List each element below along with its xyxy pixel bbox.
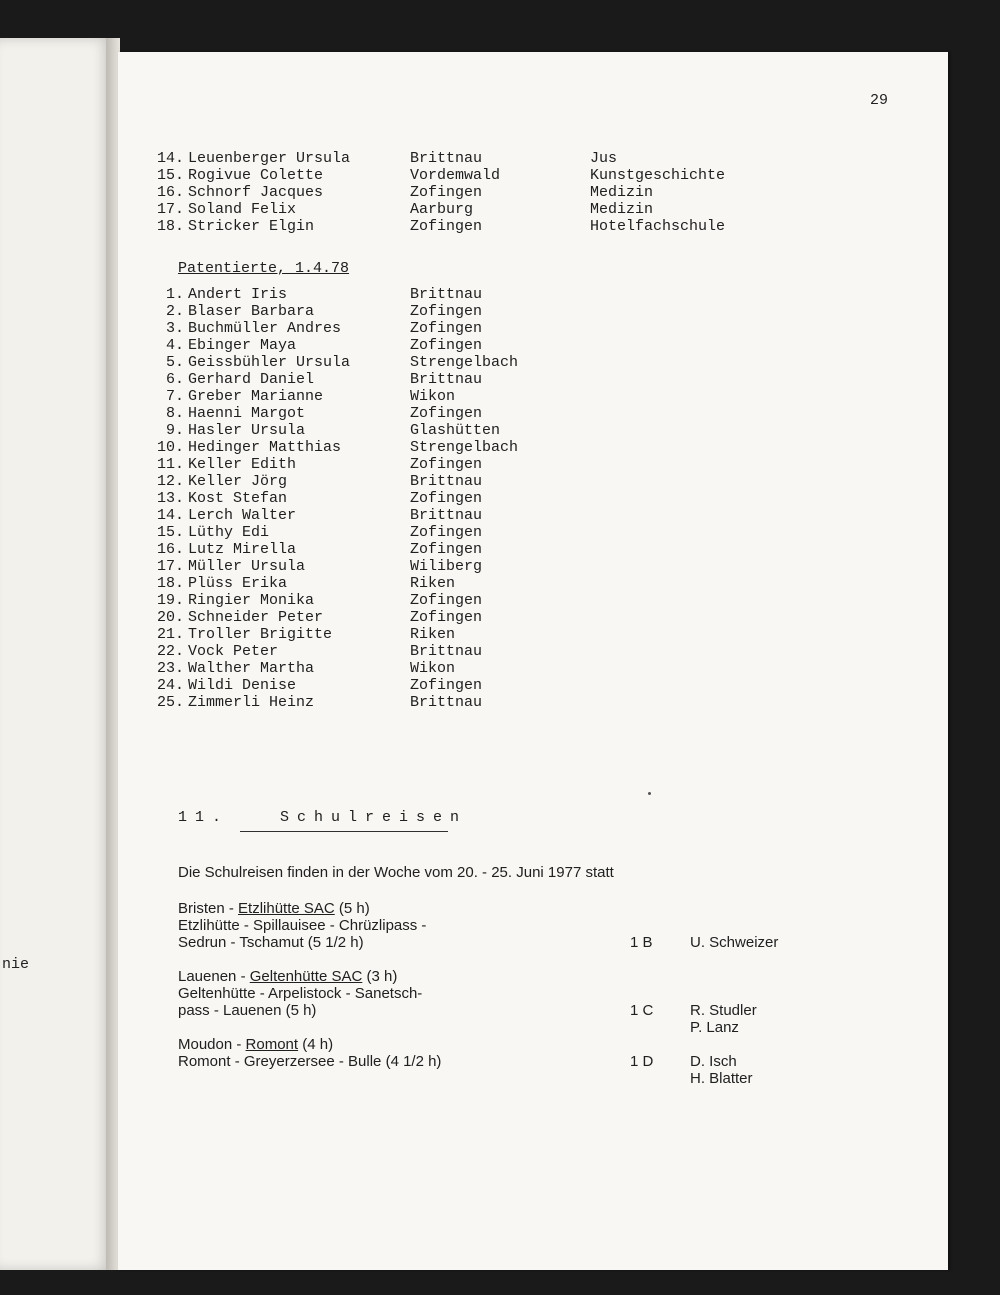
entry-number: 25. <box>156 694 184 711</box>
entry-field: Jus <box>590 150 618 167</box>
entry-name: Keller Jörg <box>188 473 288 490</box>
entry-number: 16. <box>156 184 184 201</box>
entry-name: Kost Stefan <box>188 490 288 507</box>
entry-town: Zofingen <box>410 337 483 354</box>
left-page-edge <box>0 38 112 1270</box>
trip-hut: Geltenhütte SAC <box>249 968 363 985</box>
entry-number: 19. <box>156 592 184 609</box>
entry-number: 14. <box>156 507 184 524</box>
trip-leaders <box>690 934 778 951</box>
entry-number: 17. <box>156 558 184 575</box>
trip-leader: D. Isch <box>690 1053 737 1070</box>
entry-number: 8. <box>165 405 184 422</box>
trip-class: 1 B <box>630 934 653 951</box>
trip-route-line <box>178 968 878 985</box>
entry-name: Stricker Elgin <box>188 218 315 235</box>
trip-leader: U. Schweizer <box>690 934 779 951</box>
entry-town: Zofingen <box>410 524 483 541</box>
entry-name: Blaser Barbara <box>188 303 315 320</box>
entry-town: Vordemwald <box>410 167 501 184</box>
entry-town: Brittnau <box>410 473 483 490</box>
entry-number: 18. <box>156 218 184 235</box>
entry-number: 3. <box>165 320 184 337</box>
chapter-number: 11. <box>178 809 230 826</box>
entry-name: Buchmüller Andres <box>188 320 342 337</box>
entry-name: Ringier Monika <box>188 592 315 609</box>
entry-number: 9. <box>165 422 184 439</box>
entry-town: Zofingen <box>410 592 483 609</box>
entry-name: Gerhard Daniel <box>188 371 315 388</box>
trip-leaders <box>690 1002 757 1036</box>
trip-start: Bristen - <box>178 900 239 917</box>
trip-leader: H. Blatter <box>690 1070 753 1087</box>
entry-name: Wildi Denise <box>188 677 297 694</box>
entry-name: Lüthy Edi <box>188 524 270 541</box>
entry-town: Glashütten <box>410 422 501 439</box>
entry-number: 15. <box>156 167 184 184</box>
entry-number: 6. <box>165 371 184 388</box>
entry-field: Kunstgeschichte <box>590 167 726 184</box>
entry-name: Andert Iris <box>188 286 288 303</box>
entry-number: 20. <box>156 609 184 626</box>
entry-name: Schnorf Jacques <box>188 184 324 201</box>
trip-block <box>178 900 878 951</box>
entry-town: Strengelbach <box>410 439 519 456</box>
trip-route-line <box>178 900 878 917</box>
entry-number: 15. <box>156 524 184 541</box>
entry-name: Plüss Erika <box>188 575 288 592</box>
entry-name: Hasler Ursula <box>188 422 306 439</box>
entry-town: Brittnau <box>410 694 483 711</box>
entry-number: 4. <box>165 337 184 354</box>
entry-number: 18. <box>156 575 184 592</box>
entry-field: Medizin <box>590 201 654 218</box>
trip-duration: (3 h) <box>362 968 398 985</box>
entry-name: Greber Marianne <box>188 388 324 405</box>
trip-start: Lauenen - <box>178 968 250 985</box>
entry-name: Troller Brigitte <box>188 626 333 643</box>
trips-list <box>178 900 878 1087</box>
entry-name: Haenni Margot <box>188 405 306 422</box>
entry-number: 21. <box>156 626 184 643</box>
entry-number: 10. <box>156 439 184 456</box>
entry-town: Zofingen <box>410 541 483 558</box>
entry-town: Zofingen <box>410 677 483 694</box>
entry-town: Zofingen <box>410 456 483 473</box>
entry-number: 24. <box>156 677 184 694</box>
entry-town: Riken <box>410 626 456 643</box>
entry-town: Zofingen <box>410 320 483 337</box>
document-page <box>118 52 948 1270</box>
entry-name: Lerch Walter <box>188 507 297 524</box>
entry-name: Schneider Peter <box>188 609 324 626</box>
trip-route-line <box>178 1036 878 1053</box>
chapter-heading <box>178 809 467 826</box>
trip-class: 1 C <box>630 1002 654 1019</box>
entry-name: Rogivue Colette <box>188 167 324 184</box>
trip-hut: Etzlihütte SAC <box>238 900 335 917</box>
entry-town: Brittnau <box>410 286 483 303</box>
entry-number: 1. <box>165 286 184 303</box>
entry-name: Müller Ursula <box>188 558 306 575</box>
entry-number: 7. <box>165 388 184 405</box>
trip-leader: P. Lanz <box>690 1019 739 1036</box>
entry-name: Hedinger Matthias <box>188 439 342 456</box>
entry-name: Keller Edith <box>188 456 297 473</box>
entry-town: Brittnau <box>410 643 483 660</box>
entry-name: Lutz Mirella <box>188 541 297 558</box>
stray-mark <box>648 792 651 795</box>
entry-town: Zofingen <box>410 184 483 201</box>
entry-number: 14. <box>156 150 184 167</box>
trip-duration: (4 h) <box>298 1036 334 1053</box>
entry-number: 23. <box>156 660 184 677</box>
entry-name: Zimmerli Heinz <box>188 694 315 711</box>
entry-number: 2. <box>165 303 184 320</box>
entry-town: Brittnau <box>410 371 483 388</box>
trip-hut: Romont <box>245 1036 299 1053</box>
entry-town: Wikon <box>410 660 456 677</box>
entry-town: Brittnau <box>410 150 483 167</box>
page-number: 29 <box>870 92 889 109</box>
trip-start: Moudon - <box>178 1036 246 1053</box>
entry-field: Medizin <box>590 184 654 201</box>
entry-town: Zofingen <box>410 303 483 320</box>
trip-leader: R. Studler <box>690 1002 757 1019</box>
trip-route-line: Geltenhütte - Arpelistock - Sanetsch- <box>178 985 423 1002</box>
entry-town: Brittnau <box>410 507 483 524</box>
entry-name: Ebinger Maya <box>188 337 297 354</box>
entry-number: 22. <box>156 643 184 660</box>
entry-town: Zofingen <box>410 609 483 626</box>
entry-number: 16. <box>156 541 184 558</box>
entry-town: Zofingen <box>410 405 483 422</box>
entry-name: Walther Martha <box>188 660 315 677</box>
entry-town: Strengelbach <box>410 354 519 371</box>
entry-town: Zofingen <box>410 490 483 507</box>
chapter-title: Schulreisen <box>280 809 468 826</box>
entry-town: Riken <box>410 575 456 592</box>
intro-text: Die Schulreisen finden in der Woche vom 20. - 25. Juni 1977 statt <box>178 864 614 881</box>
entry-number: 11. <box>156 456 184 473</box>
chapter-underline <box>240 831 448 832</box>
entry-town: Zofingen <box>410 218 483 235</box>
trip-duration: (5 h) <box>334 900 370 917</box>
entry-town: Wikon <box>410 388 456 405</box>
entry-number: 5. <box>165 354 184 371</box>
entry-number: 17. <box>156 201 184 218</box>
entry-town: Aarburg <box>410 201 474 218</box>
trip-route-line: pass - Lauenen (5 h) <box>178 1002 317 1019</box>
trip-route-line: Sedrun - Tschamut (5 1/2 h) <box>178 934 364 951</box>
left-page-fragment: nie <box>2 956 30 973</box>
entry-name: Geissbühler Ursula <box>188 354 351 371</box>
trip-route-line: Etzlihütte - Spillauisee - Chrüzlipass - <box>178 917 427 934</box>
entry-name: Leuenberger Ursula <box>188 150 351 167</box>
entry-field: Hotelfachschule <box>590 218 726 235</box>
trip-block <box>178 1036 878 1087</box>
trip-class: 1 D <box>630 1053 654 1070</box>
patentierte-heading: Patentierte, 1.4.78 <box>178 260 350 277</box>
trip-leaders <box>690 1053 753 1087</box>
entry-name: Soland Felix <box>188 201 297 218</box>
entry-town: Wiliberg <box>410 558 483 575</box>
entry-name: Vock Peter <box>188 643 279 660</box>
entry-number: 13. <box>156 490 184 507</box>
trip-block <box>178 968 878 1036</box>
trip-route-line: Romont - Greyerzersee - Bulle (4 1/2 h) <box>178 1053 442 1070</box>
entry-number: 12. <box>156 473 184 490</box>
